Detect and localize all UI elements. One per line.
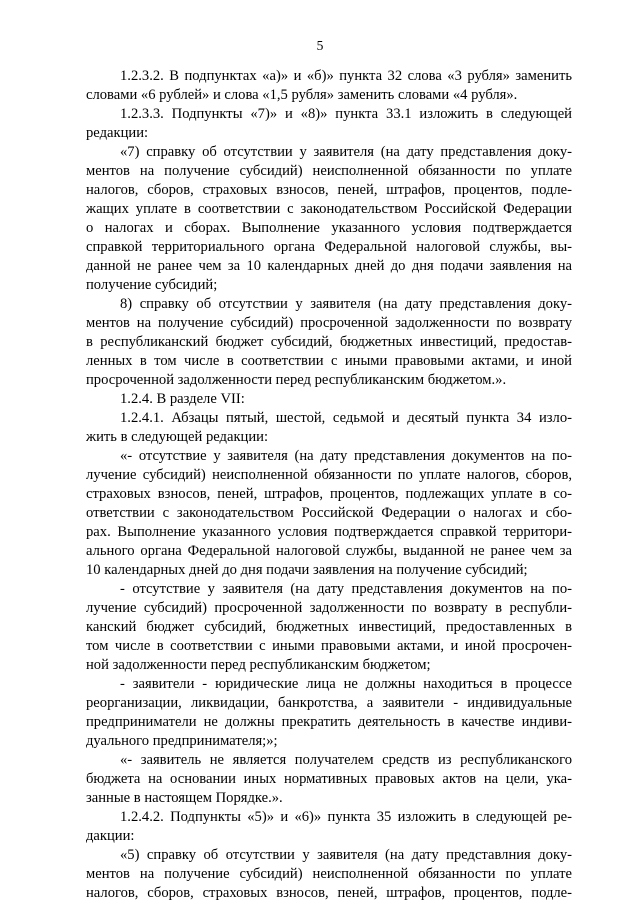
text-line: ментов на получение субсидий) неисполненной обязанности по уплате <box>86 866 572 882</box>
text-line: бюджета на основании иных нормативных правовых актов на цели, ука- <box>86 771 572 787</box>
text-line: налогов, сборов, страховых взносов, пеней, штрафов, процентов, подле- <box>86 182 572 198</box>
paragraph <box>86 390 572 409</box>
paragraph <box>86 675 572 751</box>
text-line: - отсутствие у заявителя (на дату представления документов на по- <box>120 581 572 597</box>
paragraph <box>86 67 572 105</box>
text-line: том числе в соответствии с иными правовыми актами, и иной просрочен- <box>86 638 572 654</box>
text-line: ленных в том числе в соответствии с иными правовыми актами, и иной <box>86 353 572 369</box>
text-line: жить в следующей редакции: <box>86 429 269 445</box>
text-line: 1.2.4. В разделе VII: <box>120 391 245 407</box>
paragraph <box>86 846 572 903</box>
text-line: дуального предпринимателя;»; <box>86 733 278 749</box>
text-line: - заявители - юридические лица не должны находиться в процессе <box>120 676 572 692</box>
text-line: получение субсидий; <box>86 277 218 293</box>
text-line: налогов, сборов, страховых взносов, пеней, штрафов, процентов, подле- <box>86 885 572 901</box>
text-line: предприниматели не должны прекратить деятельность в качестве индиви- <box>86 714 572 730</box>
paragraph <box>86 143 572 295</box>
document-body <box>86 67 572 903</box>
text-line: 1.2.4.1. Абзацы пятый, шестой, седьмой и десятый пункта 34 изло- <box>120 410 572 426</box>
text-line: дакции: <box>86 828 135 844</box>
text-line: ответствии с законодательством Российской Федерации о налогах и сбо- <box>86 505 572 521</box>
text-line: 10 календарных дней до дня подачи заявления на получение субсидий; <box>86 562 528 578</box>
text-line: ментов на получение субсидий) просроченной задолженности по возврату <box>86 315 572 331</box>
text-line: рах. Выполнение указанного условия подтверждается справкой территори- <box>86 524 572 540</box>
paragraph <box>86 808 572 846</box>
text-line: ментов на получение субсидий) неисполненной обязанности по уплате <box>86 163 572 179</box>
paragraph <box>86 447 572 580</box>
paragraph <box>86 580 572 675</box>
text-line: 8) справку об отсутствии у заявителя (на дату представления доку- <box>120 296 572 312</box>
text-line: редакции: <box>86 125 149 141</box>
paragraph <box>86 751 572 808</box>
text-line: просроченной задолженности перед республиканским бюджетом.». <box>86 372 507 388</box>
paragraph <box>86 105 572 143</box>
text-line: ального органа Федеральной налоговой службы, выданной не ранее чем за <box>86 543 572 559</box>
text-line: занные в настоящем Порядке.». <box>86 790 283 806</box>
text-line: лучение субсидий) неисполненной обязанности по уплате налогов, сборов, <box>86 467 572 483</box>
text-line: в республиканский бюджет субсидий, бюджетных инвестиций, предостав- <box>86 334 572 350</box>
text-line: 1.2.3.2. В подпунктах «а)» и «б)» пункта 32 слова «3 рубля» заменить <box>120 68 572 84</box>
paragraph <box>86 409 572 447</box>
text-line: страховых взносов, пеней, штрафов, процентов, подлежащих уплате в со- <box>86 486 572 502</box>
text-line: «7) справку об отсутствии у заявителя (на дату представления доку- <box>120 144 572 160</box>
text-line: канский бюджет субсидий, бюджетных инвестиций, предоставленных в <box>86 619 572 635</box>
text-line: о налогах и сборах. Выполнение указанного условия подтверждается <box>86 220 572 236</box>
text-line: реорганизации, ликвидации, банкротства, а заявители - индивидуальные <box>86 695 572 711</box>
text-line: справкой территориального органа Федеральной налоговой службы, вы- <box>86 239 572 255</box>
text-line: «5) справку об отсутствии у заявителя (на дату представлния доку- <box>120 847 572 863</box>
paragraph <box>86 295 572 390</box>
text-line: «- заявитель не является получателем средств из республиканского <box>120 752 572 768</box>
text-line: лучение субсидий) просроченной задолженности по возврату в республи- <box>86 600 572 616</box>
text-line: ной задолженности перед республиканским бюджетом; <box>86 657 431 673</box>
text-line: данной не ранее чем за 10 календарных дней до дня подачи заявления на <box>86 258 572 274</box>
text-line: «- отсутствие у заявителя (на дату представления документов на по- <box>120 448 572 464</box>
text-line: словами «6 рублей» и слова «1,5 рубля» заменить словами «4 рубля». <box>86 87 518 103</box>
page-number: 5 <box>316 38 324 53</box>
text-line: 1.2.4.2. Подпункты «5)» и «6)» пункта 35 изложить в следующей ре- <box>120 809 572 825</box>
text-line: жащих уплате в соответствии с законодательством Российской Федерации <box>86 201 572 217</box>
text-line: 1.2.3.3. Подпункты «7)» и «8)» пункта 33.1 изложить в следующей <box>120 106 572 122</box>
